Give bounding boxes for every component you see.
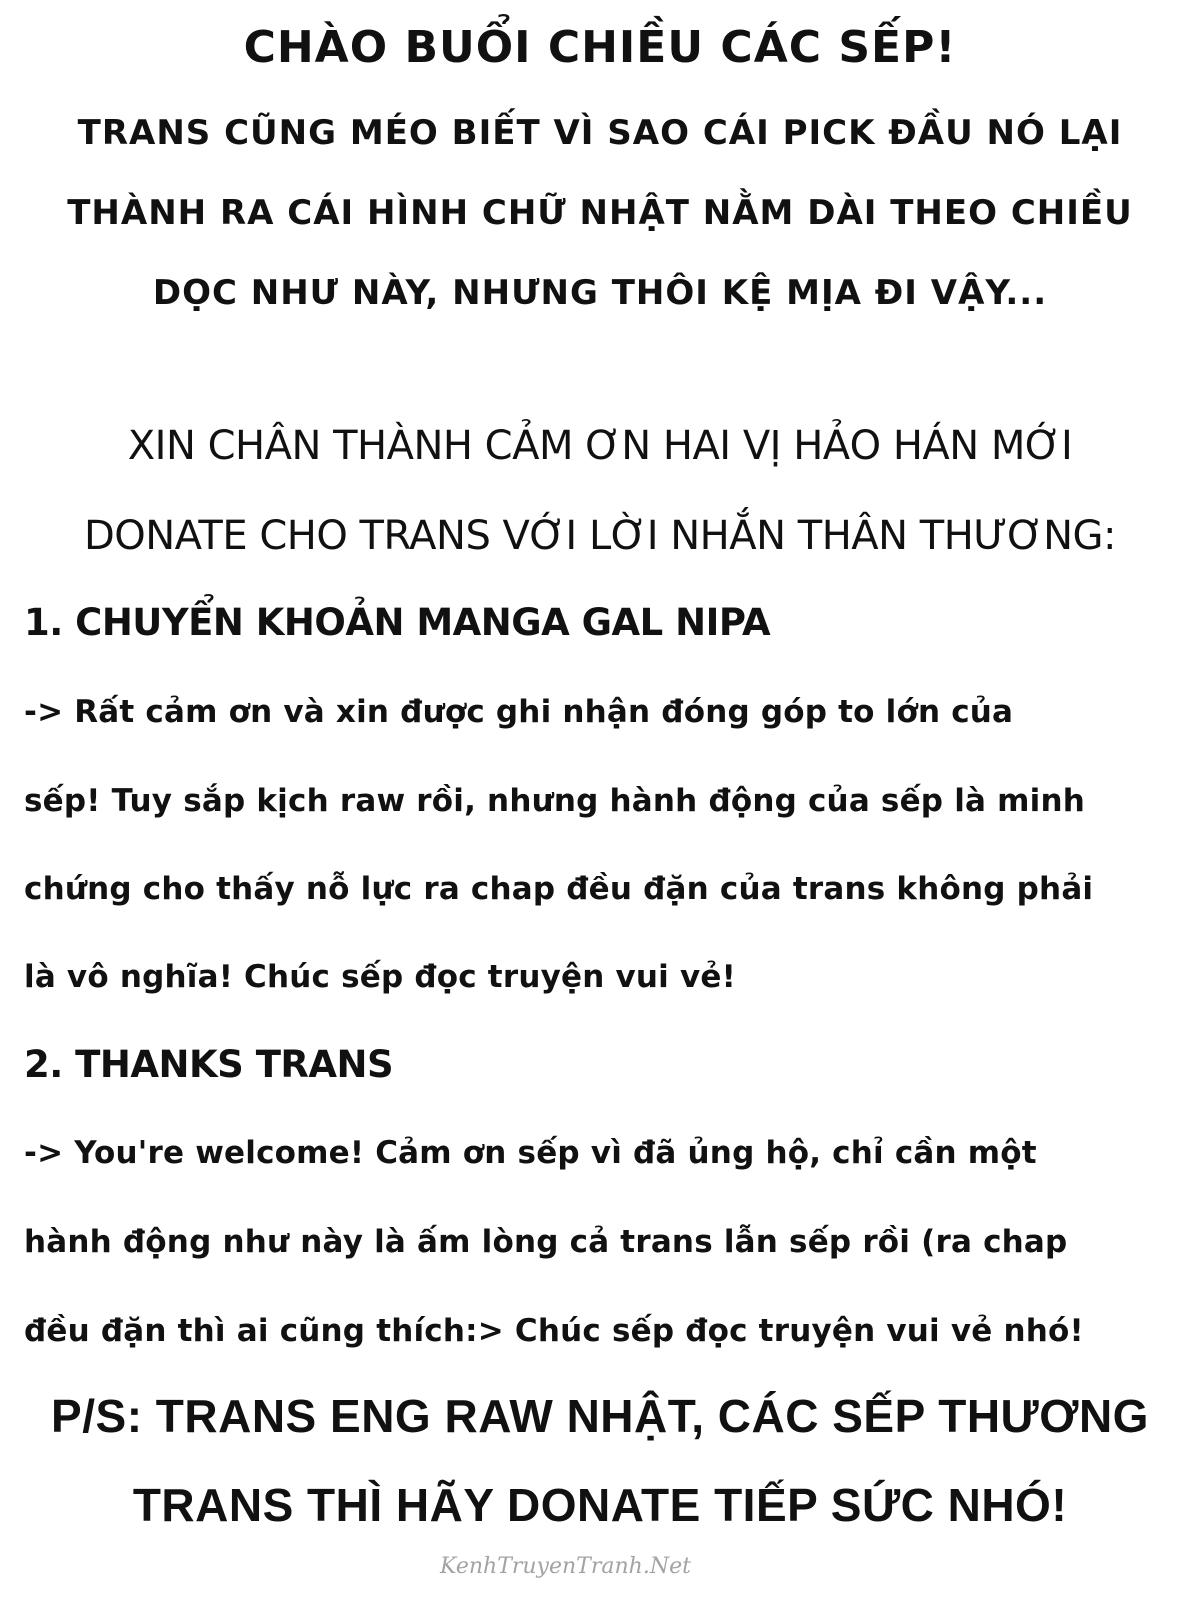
page-title: CHÀO BUỔI CHIỀU CÁC SẾP! xyxy=(243,22,957,73)
thanks-line-2: DONATE CHO TRANS VỚI LỜI NHẮN THÂN THƯƠNG: xyxy=(83,513,1117,559)
donation-reply-2-line-3: đều đặn thì ai cũng thích:> Chúc sếp đọc truyện vui vẻ nhó! xyxy=(24,1313,1084,1349)
intro-line-3: DỌC NHƯ NÀY, NHƯNG THÔI KỆ MỊA ĐI VẬY... xyxy=(152,273,1048,313)
donation-reply-2-line-2: hành động như này là ấm lòng cả trans lẫn sếp rồi (ra chap xyxy=(24,1224,1068,1260)
postscript-line-1: P/S: TRANS ENG RAW NHẬT, CÁC SẾP THƯƠNG xyxy=(51,1390,1149,1442)
donation-reply-2-line-1: -> You're welcome! Cảm ơn sếp vì đã ủng hộ, chỉ cần một xyxy=(24,1135,1037,1171)
site-watermark: KenhTruyenTranh.Net xyxy=(440,1554,691,1579)
donation-reply-1-line-2: sếp! Tuy sắp kịch raw rồi, nhưng hành động của sếp là minh xyxy=(24,783,1085,819)
donation-heading-2: 2. THANKS TRANS xyxy=(24,1043,394,1086)
donation-reply-1-line-3: chứng cho thấy nỗ lực ra chap đều đặn của trans không phải xyxy=(24,871,1094,907)
donation-reply-1-line-4: là vô nghĩa! Chúc sếp đọc truyện vui vẻ! xyxy=(24,959,736,995)
intro-line-1: TRANS CŨNG MÉO BIẾT VÌ SAO CÁI PICK ĐẦU NÓ LẠI xyxy=(77,113,1123,153)
donation-heading-1: 1. CHUYỂN KHOẢN MANGA GAL NIPA xyxy=(24,601,771,644)
thanks-line-1: XIN CHÂN THÀNH CẢM ƠN HAI VỊ HẢO HÁN MỚI xyxy=(127,423,1073,469)
postscript-line-2: TRANS THÌ HÃY DONATE TIẾP SỨC NHÓ! xyxy=(132,1479,1068,1531)
donation-reply-1-line-1: -> Rất cảm ơn và xin được ghi nhận đóng góp to lớn của xyxy=(24,694,1014,730)
intro-line-2: THÀNH RA CÁI HÌNH CHỮ NHẬT NẰM DÀI THEO CHIỀU xyxy=(67,193,1133,233)
